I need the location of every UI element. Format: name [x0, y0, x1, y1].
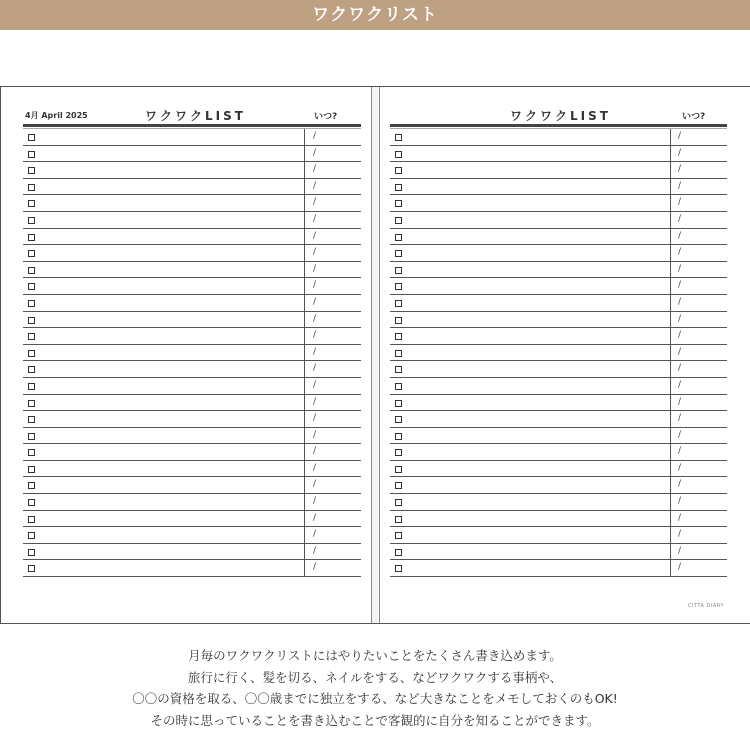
- column-divider: [304, 494, 305, 510]
- header-rule: [23, 124, 361, 127]
- date-slash: /: [313, 263, 317, 274]
- list-row: [23, 262, 361, 279]
- date-slash: /: [678, 479, 682, 490]
- list-title: ワクワクLIST: [510, 109, 611, 123]
- date-slash: /: [313, 413, 317, 424]
- page-banner: ワクワクリスト: [0, 0, 750, 30]
- date-slash: /: [678, 429, 682, 440]
- column-divider: [304, 378, 305, 394]
- column-divider: [670, 278, 671, 294]
- column-divider: [304, 195, 305, 211]
- date-slash: /: [678, 496, 682, 507]
- checkbox[interactable]: [28, 383, 35, 390]
- column-divider: [304, 278, 305, 294]
- column-divider: [670, 477, 671, 493]
- checkbox[interactable]: [395, 167, 402, 174]
- list-row: [390, 527, 727, 544]
- column-divider: [670, 461, 671, 477]
- date-slash: /: [678, 512, 682, 523]
- diary-spread: [0, 86, 750, 624]
- checkbox[interactable]: [395, 482, 402, 489]
- date-slash: /: [313, 479, 317, 490]
- column-divider: [304, 179, 305, 195]
- date-slash: /: [313, 213, 317, 224]
- column-divider: [304, 511, 305, 527]
- left-page-header: [1, 87, 371, 127]
- date-slash: /: [313, 496, 317, 507]
- list-row: [23, 179, 361, 196]
- checkbox[interactable]: [395, 516, 402, 523]
- list-row: [23, 212, 361, 229]
- column-divider: [670, 295, 671, 311]
- left-page: [1, 87, 372, 623]
- checkbox[interactable]: [395, 549, 402, 556]
- checkbox[interactable]: [28, 516, 35, 523]
- column-divider: [670, 527, 671, 543]
- description-line: 旅行に行く、髪を切る、ネイルをする、などワクワクする事柄や、: [187, 669, 563, 685]
- list-row: [23, 411, 361, 428]
- checkbox[interactable]: [395, 317, 402, 324]
- date-slash: /: [678, 213, 682, 224]
- list-row: [390, 146, 727, 163]
- list-row: [23, 129, 361, 146]
- date-slash: /: [313, 330, 317, 341]
- checkbox[interactable]: [28, 366, 35, 373]
- checkbox[interactable]: [395, 200, 402, 207]
- checkbox[interactable]: [28, 482, 35, 489]
- column-divider: [670, 395, 671, 411]
- month-label: 4月 April 2025: [25, 111, 88, 120]
- column-divider: [304, 428, 305, 444]
- column-divider: [670, 229, 671, 245]
- list-row: [390, 195, 727, 212]
- date-slash: /: [313, 446, 317, 457]
- checkbox[interactable]: [28, 234, 35, 241]
- list-title: ワクワクLIST: [145, 109, 246, 123]
- date-slash: /: [678, 313, 682, 324]
- checkbox[interactable]: [28, 466, 35, 473]
- date-slash: /: [313, 429, 317, 440]
- date-slash: /: [678, 180, 682, 191]
- checkbox[interactable]: [395, 499, 402, 506]
- checkbox[interactable]: [395, 532, 402, 539]
- list-row: [23, 229, 361, 246]
- date-slash: /: [678, 363, 682, 374]
- date-slash: /: [313, 147, 317, 158]
- list-row: [390, 345, 727, 362]
- list-row: [23, 295, 361, 312]
- checkbox[interactable]: [28, 400, 35, 407]
- column-divider: [304, 212, 305, 228]
- checkbox[interactable]: [395, 333, 402, 340]
- column-divider: [304, 444, 305, 460]
- column-divider: [670, 494, 671, 510]
- left-list-rows: [23, 129, 361, 577]
- checkbox[interactable]: [28, 283, 35, 290]
- list-row: [23, 527, 361, 544]
- column-divider: [670, 560, 671, 576]
- date-slash: /: [678, 462, 682, 473]
- page-gutter: [372, 87, 378, 623]
- list-row: [390, 378, 727, 395]
- date-slash: /: [313, 296, 317, 307]
- date-slash: /: [678, 296, 682, 307]
- date-slash: /: [678, 197, 682, 208]
- date-slash: /: [313, 313, 317, 324]
- list-row: [390, 262, 727, 279]
- date-slash: /: [678, 562, 682, 573]
- checkbox[interactable]: [28, 499, 35, 506]
- list-row: [390, 162, 727, 179]
- column-divider: [670, 146, 671, 162]
- checkbox[interactable]: [28, 250, 35, 257]
- column-divider: [670, 361, 671, 377]
- list-row: [390, 560, 727, 577]
- column-divider: [670, 444, 671, 460]
- column-divider: [304, 245, 305, 261]
- date-slash: /: [313, 379, 317, 390]
- date-slash: /: [313, 512, 317, 523]
- date-slash: /: [313, 280, 317, 291]
- list-row: [23, 560, 361, 577]
- date-slash: /: [313, 346, 317, 357]
- list-row: [23, 444, 361, 461]
- checkbox[interactable]: [395, 151, 402, 158]
- column-divider: [304, 312, 305, 328]
- description-line: 〇〇の資格を取る、〇〇歳までに独立をする、など大きなことをメモしておくのもOK!: [132, 691, 618, 706]
- column-divider: [304, 146, 305, 162]
- header-rule: [390, 124, 727, 127]
- date-slash: /: [313, 197, 317, 208]
- list-row: [390, 444, 727, 461]
- column-divider: [670, 212, 671, 228]
- column-divider: [670, 179, 671, 195]
- list-row: [390, 511, 727, 528]
- list-row: [23, 245, 361, 262]
- list-row: [390, 411, 727, 428]
- right-list-rows: [390, 129, 727, 577]
- column-divider: [670, 195, 671, 211]
- date-slash: /: [678, 164, 682, 175]
- list-row: [23, 345, 361, 362]
- column-divider: [304, 229, 305, 245]
- column-divider: [304, 461, 305, 477]
- column-divider: [670, 345, 671, 361]
- date-slash: /: [678, 230, 682, 241]
- list-row: [390, 129, 727, 146]
- list-row: [23, 395, 361, 412]
- column-divider: [670, 328, 671, 344]
- when-column-label: いつ?: [682, 112, 706, 122]
- date-slash: /: [678, 379, 682, 390]
- date-slash: /: [313, 164, 317, 175]
- column-divider: [304, 345, 305, 361]
- list-row: [390, 544, 727, 561]
- list-row: [23, 312, 361, 329]
- list-row: [390, 179, 727, 196]
- list-row: [23, 544, 361, 561]
- checkbox[interactable]: [28, 549, 35, 556]
- date-slash: /: [678, 131, 682, 141]
- checkbox[interactable]: [28, 416, 35, 423]
- checkbox[interactable]: [395, 217, 402, 224]
- date-slash: /: [313, 396, 317, 407]
- list-row: [23, 428, 361, 445]
- checkbox[interactable]: [395, 433, 402, 440]
- date-slash: /: [313, 363, 317, 374]
- checkbox[interactable]: [28, 317, 35, 324]
- column-divider: [304, 129, 305, 145]
- date-slash: /: [678, 147, 682, 158]
- column-divider: [304, 544, 305, 560]
- date-slash: /: [678, 413, 682, 424]
- date-slash: /: [313, 545, 317, 556]
- column-divider: [304, 477, 305, 493]
- column-divider: [304, 328, 305, 344]
- checkbox[interactable]: [28, 433, 35, 440]
- checkbox[interactable]: [395, 350, 402, 357]
- list-row: [390, 395, 727, 412]
- checkbox[interactable]: [28, 350, 35, 357]
- checkbox[interactable]: [395, 416, 402, 423]
- column-divider: [304, 527, 305, 543]
- date-slash: /: [678, 545, 682, 556]
- checkbox[interactable]: [28, 333, 35, 340]
- list-row: [390, 328, 727, 345]
- checkbox[interactable]: [28, 565, 35, 572]
- list-row: [23, 328, 361, 345]
- checkbox[interactable]: [28, 449, 35, 456]
- date-slash: /: [678, 529, 682, 540]
- column-divider: [304, 411, 305, 427]
- checkbox[interactable]: [395, 383, 402, 390]
- column-divider: [670, 428, 671, 444]
- list-row: [390, 312, 727, 329]
- date-slash: /: [678, 247, 682, 258]
- date-slash: /: [313, 462, 317, 473]
- list-row: [23, 146, 361, 163]
- checkbox[interactable]: [28, 200, 35, 207]
- checkbox[interactable]: [28, 134, 35, 141]
- list-row: [23, 378, 361, 395]
- date-slash: /: [678, 263, 682, 274]
- date-slash: /: [313, 131, 317, 141]
- checkbox[interactable]: [395, 466, 402, 473]
- column-divider: [304, 361, 305, 377]
- column-divider: [304, 162, 305, 178]
- list-row: [390, 212, 727, 229]
- description-line: その時に思っていることを書き込むことで客観的に自分を知ることができます。: [150, 712, 600, 728]
- column-divider: [670, 544, 671, 560]
- description-text: [0, 645, 750, 731]
- checkbox[interactable]: [395, 283, 402, 290]
- list-row: [390, 428, 727, 445]
- checkbox[interactable]: [28, 167, 35, 174]
- column-divider: [304, 262, 305, 278]
- column-divider: [304, 295, 305, 311]
- right-page: [379, 87, 750, 623]
- checkbox[interactable]: [395, 184, 402, 191]
- list-row: [390, 461, 727, 478]
- checkbox[interactable]: [395, 234, 402, 241]
- column-divider: [304, 395, 305, 411]
- date-slash: /: [313, 529, 317, 540]
- list-row: [390, 494, 727, 511]
- column-divider: [670, 378, 671, 394]
- column-divider: [670, 245, 671, 261]
- date-slash: /: [313, 562, 317, 573]
- list-row: [23, 494, 361, 511]
- list-row: [390, 229, 727, 246]
- list-row: [390, 245, 727, 262]
- checkbox[interactable]: [28, 184, 35, 191]
- checkbox[interactable]: [28, 217, 35, 224]
- list-row: [390, 295, 727, 312]
- list-row: [23, 195, 361, 212]
- column-divider: [670, 511, 671, 527]
- list-row: [23, 511, 361, 528]
- checkbox[interactable]: [395, 300, 402, 307]
- date-slash: /: [313, 180, 317, 191]
- checkbox[interactable]: [395, 400, 402, 407]
- column-divider: [670, 411, 671, 427]
- date-slash: /: [313, 247, 317, 258]
- date-slash: /: [678, 330, 682, 341]
- list-row: [23, 477, 361, 494]
- column-divider: [670, 129, 671, 145]
- date-slash: /: [678, 280, 682, 291]
- list-row: [390, 278, 727, 295]
- date-slash: /: [678, 446, 682, 457]
- description-line: 月毎のワクワクリストにはやりたいことをたくさん書き込めます。: [188, 648, 562, 663]
- list-row: [390, 477, 727, 494]
- column-divider: [670, 162, 671, 178]
- checkbox[interactable]: [395, 449, 402, 456]
- column-divider: [670, 312, 671, 328]
- checkbox[interactable]: [28, 151, 35, 158]
- checkbox[interactable]: [28, 300, 35, 307]
- list-row: [23, 162, 361, 179]
- when-column-label: いつ?: [314, 112, 338, 122]
- list-row: [390, 361, 727, 378]
- date-slash: /: [678, 396, 682, 407]
- list-row: [23, 361, 361, 378]
- column-divider: [304, 560, 305, 576]
- date-slash: /: [313, 230, 317, 241]
- checkbox[interactable]: [395, 267, 402, 274]
- list-row: [23, 461, 361, 478]
- brand-footer-mark: CITTA DIARY: [687, 603, 724, 609]
- checkbox[interactable]: [28, 267, 35, 274]
- checkbox[interactable]: [28, 532, 35, 539]
- date-slash: /: [678, 346, 682, 357]
- checkbox[interactable]: [395, 250, 402, 257]
- checkbox[interactable]: [395, 134, 402, 141]
- list-row: [23, 278, 361, 295]
- checkbox[interactable]: [395, 565, 402, 572]
- column-divider: [670, 262, 671, 278]
- checkbox[interactable]: [395, 366, 402, 373]
- right-page-header: [380, 87, 750, 127]
